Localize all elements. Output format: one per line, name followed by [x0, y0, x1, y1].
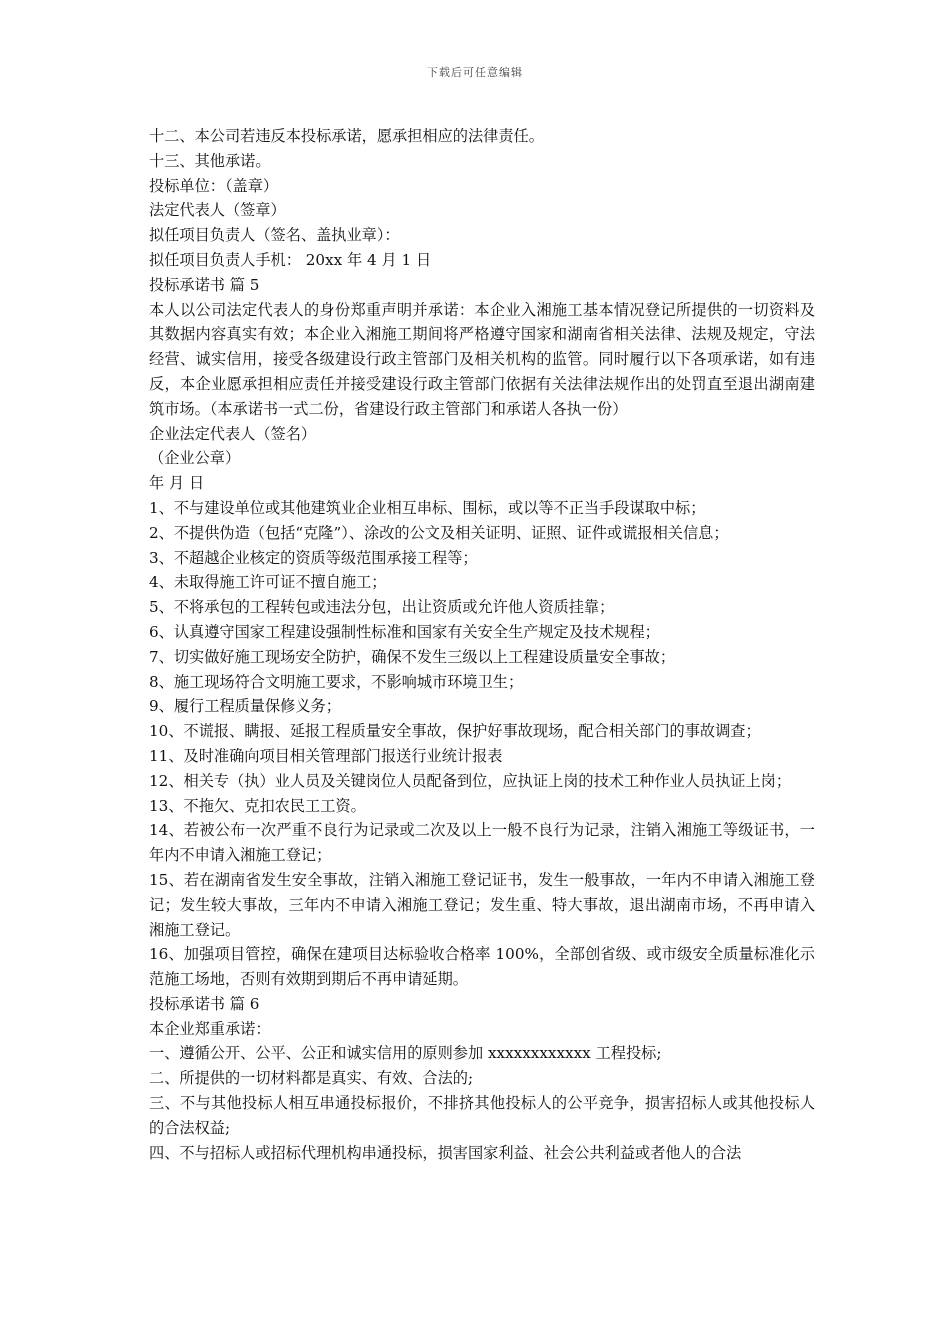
list-item: 10、不谎报、瞒报、延报工程质量安全事故，保护好事故现场，配合相关部门的事故调查； — [149, 722, 761, 741]
list-item: 三、不与其他投标人相互串通投标报价，不排挤其他投标人的公平竞争，损害招标人或其他投标人的合法权益; — [149, 1094, 815, 1137]
page-header: 下载后可任意编辑 — [427, 66, 523, 79]
list-item: 8、施工现场符合文明施工要求，不影响城市环境卫生； — [149, 672, 524, 691]
paragraph: 年 月 日 — [149, 474, 205, 493]
list-item: 二、所提供的一切材料都是真实、有效、合法的; — [149, 1069, 474, 1088]
paragraph: 法定代表人（签章） — [149, 201, 286, 220]
paragraph: 企业法定代表人（签名） — [149, 424, 317, 443]
list-item: 4、未取得施工许可证不擅自施工； — [149, 573, 387, 592]
section-heading: 投标承诺书 篇 6 — [149, 994, 260, 1013]
list-item: 6、认真遵守国家工程建设强制性标准和国家有关安全生产规定及技术规程； — [149, 622, 660, 641]
document-body — [145, 124, 815, 1165]
list-item: 16、加强项目管控，确保在建项目达标验收合格率 100%，全部创省级、或市级安全质量标准化示范施工场地，否则有效期到期后不再申请延期。 — [149, 945, 815, 989]
section-heading: 投标承诺书 篇 5 — [149, 275, 260, 294]
paragraph: 拟任项目负责人手机： 20xx 年 4 月 1 日 — [149, 250, 432, 269]
paragraph: 十三、其他承诺。 — [149, 151, 271, 170]
paragraph: （企业公章） — [149, 449, 241, 468]
list-item: 9、履行工程质量保修义务； — [149, 697, 341, 716]
list-item: 2、不提供伪造（包括“克隆”）、涂改的公文及相关证明、证照、证件或谎报相关信息； — [149, 523, 729, 542]
list-item: 12、相关专（执）业人员及关键岗位人员配备到位，应执证上岗的技术工种作业人员执证上岗； — [149, 771, 792, 790]
list-item: 四、不与招标人或招标代理机构串通投标，损害国家利益、社会公共利益或者他人的合法 — [149, 1143, 742, 1162]
list-item: 3、不超越企业核定的资质等级范围承接工程等； — [149, 548, 478, 567]
list-item: 7、切实做好施工现场安全防护，确保不发生三级以上工程建设质量安全事故； — [149, 647, 676, 666]
paragraph: 拟任项目负责人（签名、盖执业章）： — [149, 226, 400, 245]
list-item: 一、遵循公开、公平、公正和诚实信用的原则参加 xxxxxxxxxxxx 工程投标; — [149, 1044, 662, 1063]
paragraph: 本企业郑重承诺： — [149, 1019, 271, 1038]
paragraph: 十二、本公司若违反本投标承诺，愿承担相应的法律责任。 — [149, 127, 544, 145]
list-item: 15、若在湖南省发生安全事故，注销入湘施工登记证书，发生一般事故，一年内不申请入湘施工登记；发生较大事故，三年内不申请入湘施工登记；发生重、特大事故，退出湖南市场，不再申请入湘施工登记。 — [149, 870, 815, 939]
list-item: 14、若被公布一次严重不良行为记录或二次及以上一般不良行为记录，注销入湘施工等级证书，一年内不申请入湘施工登记； — [149, 821, 815, 865]
list-item: 11、及时准确向项目相关管理部门报送行业统计报表 — [149, 746, 503, 765]
list-item: 1、不与建设单位或其他建筑业企业相互串标、围标，或以等不正当手段谋取中标； — [149, 498, 706, 517]
list-item: 13、不拖欠、克扣农民工工资。 — [149, 796, 366, 815]
paragraph: 本人以公司法定代表人的身份郑重声明并承诺：本企业入湘施工基本情况登记所提供的一切资料及其数据内容真实有效；本企业入湘施工期间将严格遵守国家和湖南省相关法律、法规及规定，守法经营、诚实信用，接受各级建设行政主管部门及相关机构的监管。同时履行以下各项承诺，如有违反，本企业愿承担相应责任并接受建设行政主管部门依据有关法律法规作出的处罚直至退出湖南建筑市场。（本承诺书一式二份，省建设行政主管部门和承诺人各执一份） — [149, 300, 815, 418]
list-item: 5、不将承包的工程转包或违法分包，出让资质或允许他人资质挂靠； — [149, 598, 615, 617]
paragraph: 投标单位：（盖章） — [149, 176, 279, 195]
